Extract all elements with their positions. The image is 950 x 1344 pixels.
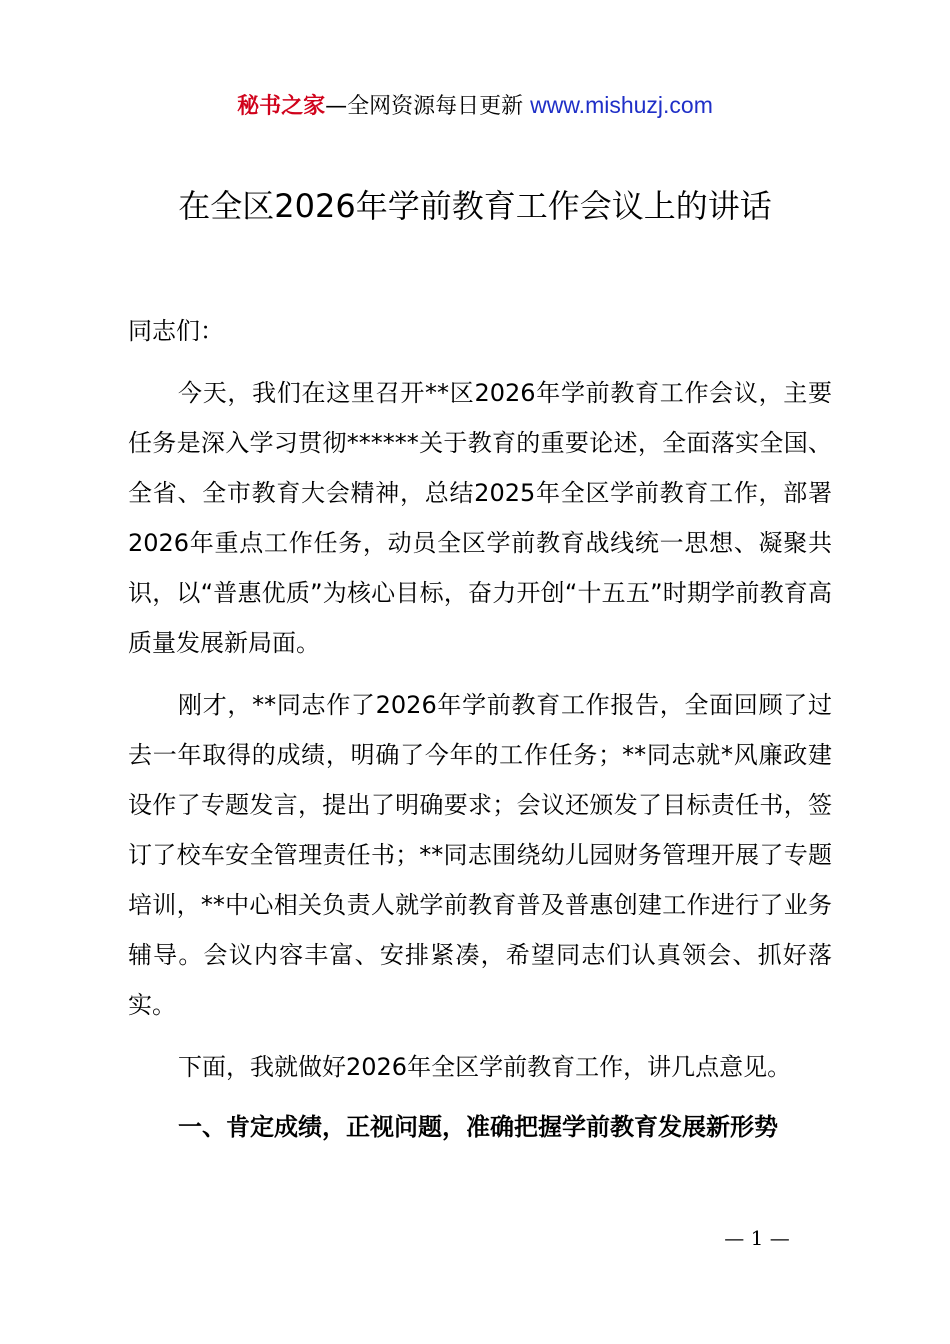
- site-url-link[interactable]: www.mishuzj.com: [530, 92, 713, 118]
- header-tagline: —全网资源每日更新: [325, 94, 531, 119]
- site-header: [0, 88, 950, 124]
- paragraph-3: 下面，我就做好2026年全区学前教育工作，讲几点意见。: [178, 1053, 792, 1081]
- brand-name: 秘书之家: [237, 94, 326, 119]
- salutation: 同志们：: [128, 317, 224, 345]
- section-heading-1: 一、肯定成绩，正视问题，准确把握学前教育发展新形势: [178, 1113, 778, 1141]
- paragraph-2: 刚才，**同志作了2026年学前教育工作报告，全面回顾了过去一年取得的成绩，明确了今年的工作任务；**同志就*风廉政建设作了专题发言，提出了明确要求；会议还颁发了目标责任书，签订了校车安全管理责任书；**同志围绕幼儿园财务管理开展了专题培训，**中心相关负责人就学前教育普及普惠创建工作进行了业务辅导。会议内容丰富、安排紧凑，希望同志们认真领会、抓好落实。: [128, 691, 832, 1019]
- page-number: — 1 —: [724, 1226, 790, 1250]
- paragraph-1: 今天，我们在这里召开**区2026年学前教育工作会议，主要任务是深入学习贯彻******关于教育的重要论述，全面落实全国、全省、全市教育大会精神，总结2025年全区学前教育工作，部署2026年重点工作任务，动员全区学前教育战线统一思想、凝聚共识，以“普惠优质”为核心目标，奋力开创“十五五”时期学前教育高质量发展新局面。: [128, 379, 832, 657]
- document-title: 在全区2026年学前教育工作会议上的讲话: [178, 187, 772, 225]
